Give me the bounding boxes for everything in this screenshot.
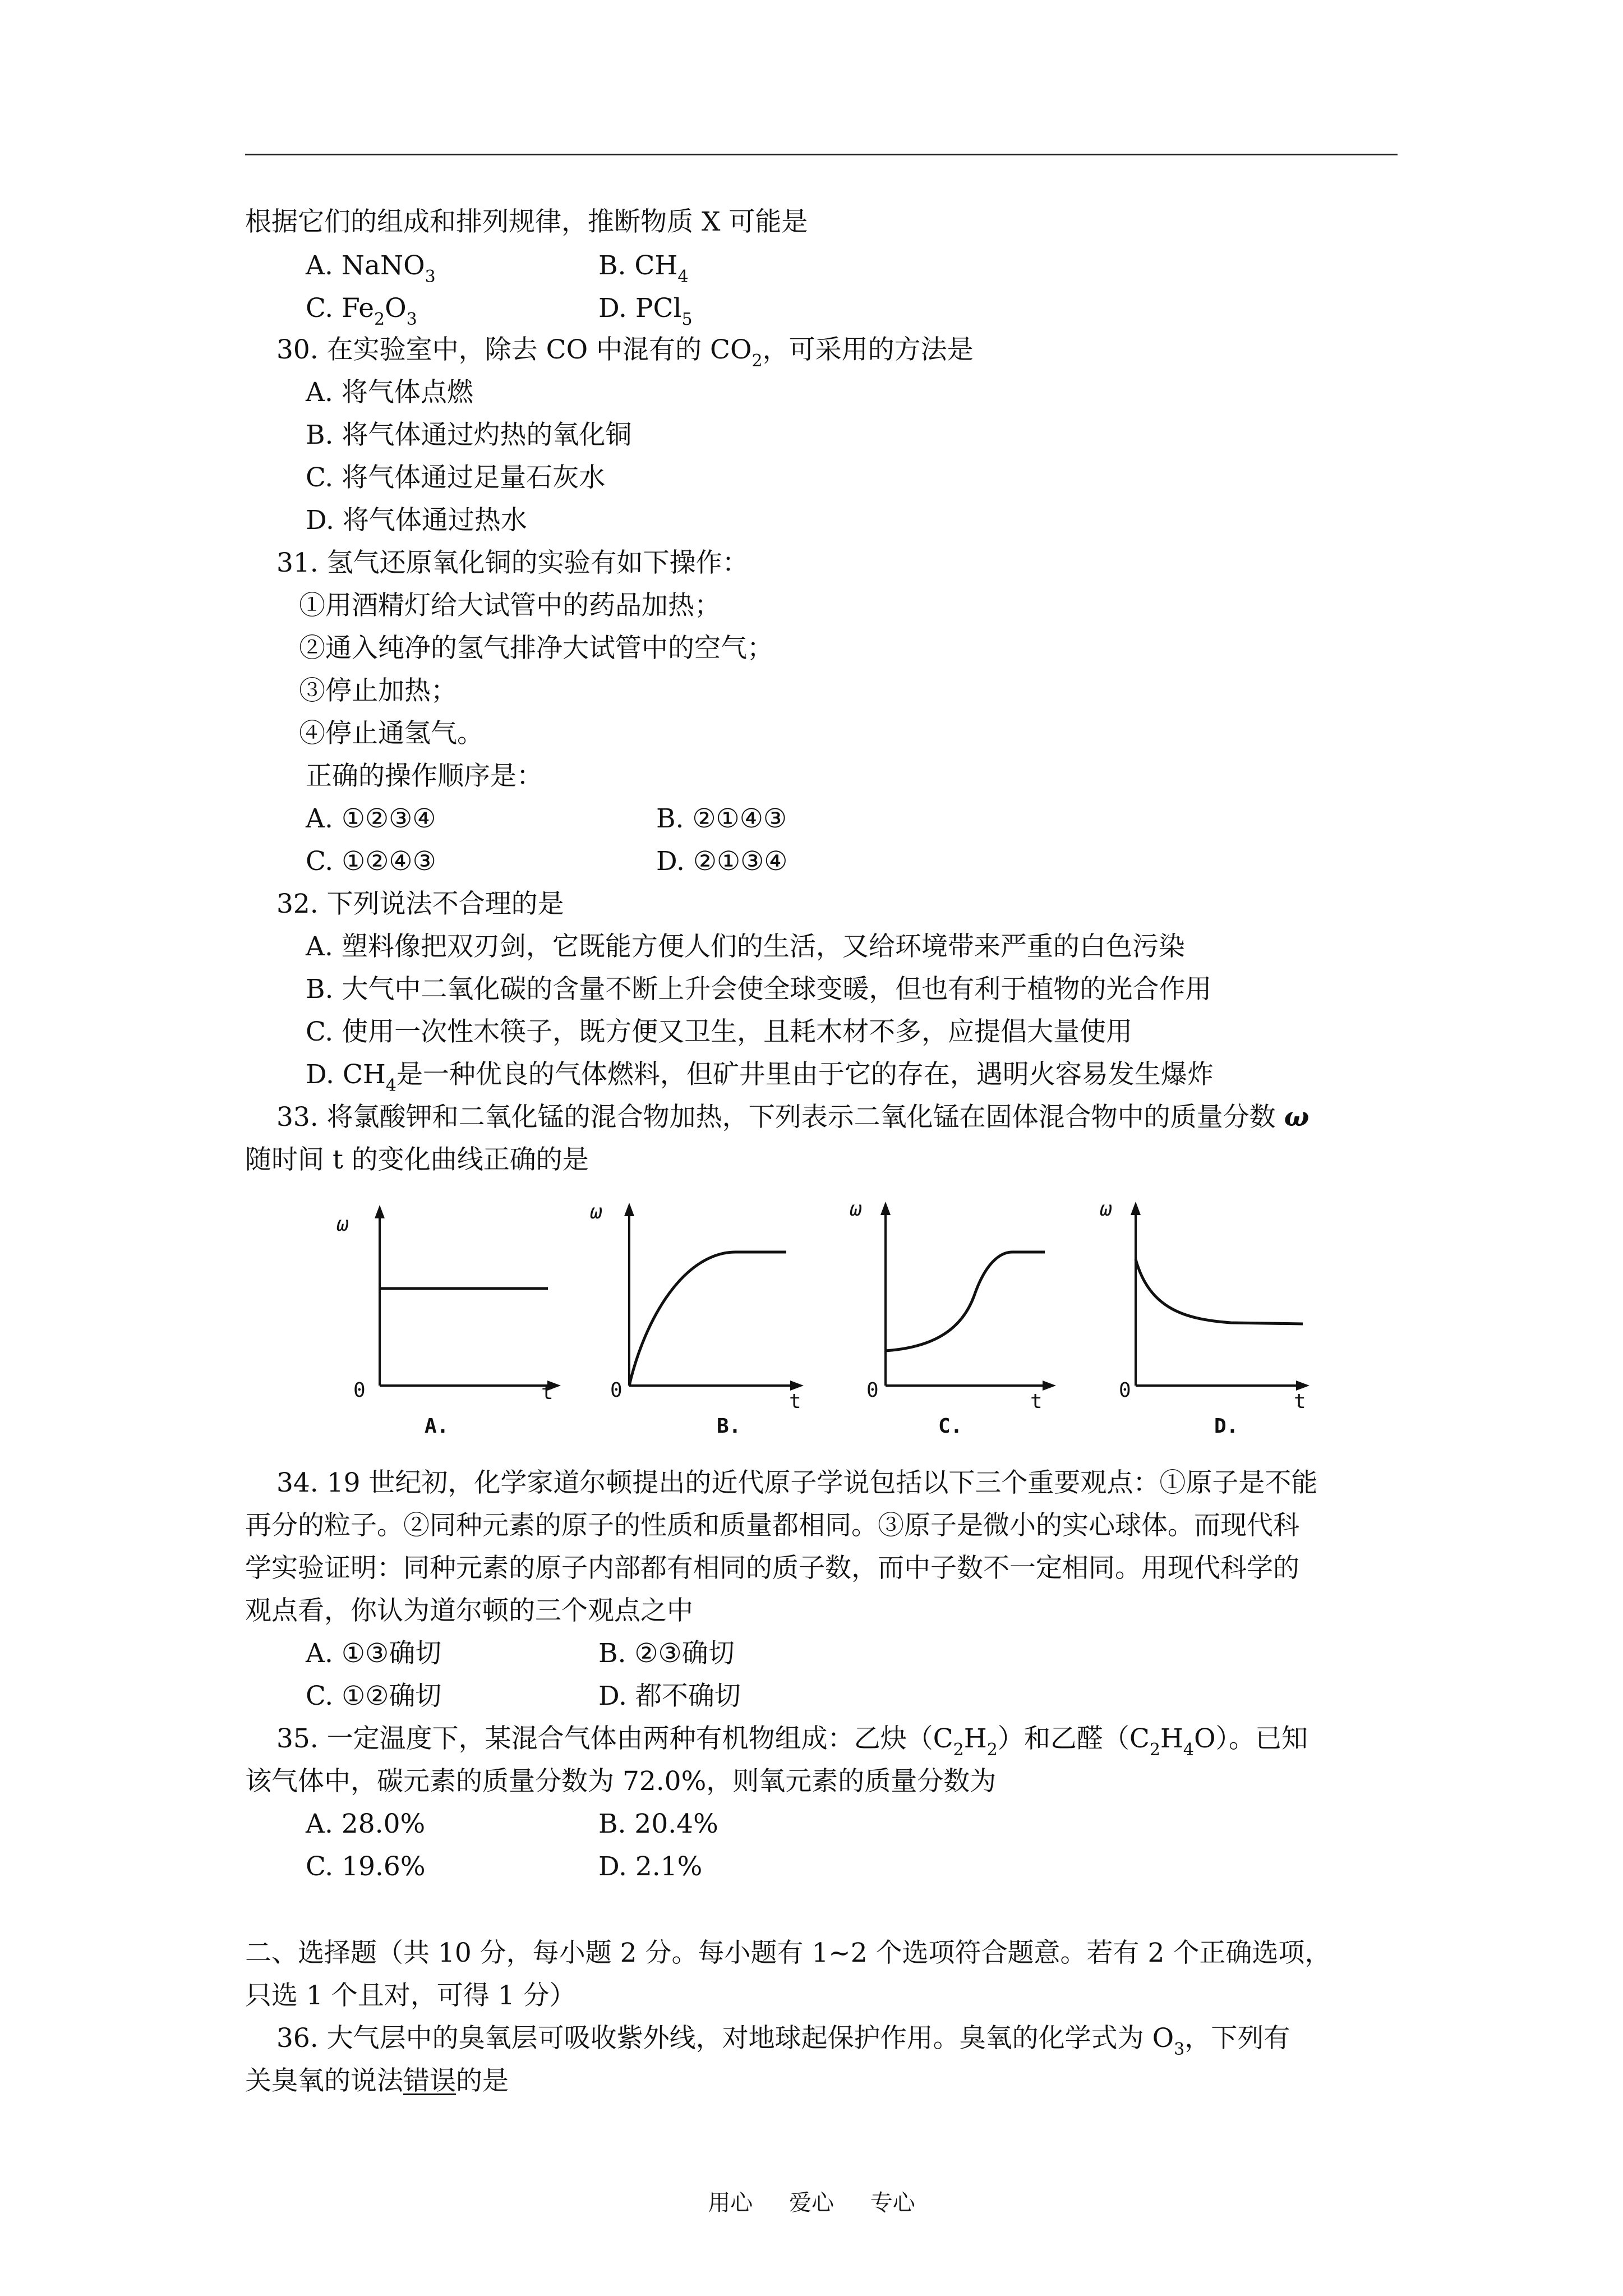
graph-c-origin: 0 xyxy=(866,1379,879,1402)
footer-word-3: 专心 xyxy=(870,2190,915,2216)
q30-option-d: D. 将气体通过热水 xyxy=(306,505,527,536)
section2-heading-line2: 只选 1 个且对，可得 1 分） xyxy=(245,1980,576,2011)
q31-step-3: ③停止加热； xyxy=(299,675,457,706)
q32-option-c: C. 使用一次性木筷子，既方便又卫生，且耗木材不多，应提倡大量使用 xyxy=(306,1016,1133,1047)
graph-b-origin: 0 xyxy=(610,1379,623,1402)
q30-option-a: A. 将气体点燃 xyxy=(306,377,473,408)
graph-a-origin: 0 xyxy=(353,1379,366,1402)
q35-option-d: D. 2.1% xyxy=(598,1851,703,1882)
q35-option-b: B. 20.4% xyxy=(598,1809,718,1839)
q35-option-c: C. 19.6% xyxy=(306,1851,426,1882)
q36-stem-line2: 关臭氧的说法错误的是 xyxy=(245,2065,509,2096)
q30-stem: 30. 在实验室中，除去 CO 中混有的 $CO_2$，可采用的方法是 xyxy=(276,334,974,371)
q34-line-1: 34. 19 世纪初，化学家道尔顿提出的近代原子学说包括以下三个重要观点：①原子是不能 xyxy=(276,1467,1318,1498)
graph-d-origin: 0 xyxy=(1119,1379,1131,1402)
q31-option-d: D. ②①③④ xyxy=(656,846,788,877)
q35-stem-line1: 35. 一定温度下，某混合气体由两种有机物组成：乙炔$(C_2H_2)$和乙醛$(C_2H_4O)$。已知 xyxy=(276,1723,1308,1760)
q31-option-c: C. ①②④③ xyxy=(306,846,436,877)
graph-a-y-label: ω xyxy=(336,1213,349,1236)
q29-option-d: D. PCl$_5$ xyxy=(598,293,693,329)
q29-option-a: A. NaNO$_3$ xyxy=(306,250,436,287)
q35-option-a: A. 28.0% xyxy=(306,1809,426,1839)
q29-option-b: B. $CH_4$ xyxy=(598,250,689,287)
q31-step-1: ①用酒精灯给大试管中的药品加热； xyxy=(299,590,721,621)
footer-word-2: 爱心 xyxy=(789,2190,834,2216)
q30-option-c: C. 将气体通过足量石灰水 xyxy=(306,462,606,493)
q35-stem-line2: 该气体中，碳元素的质量分数为 72.0%，则氧元素的质量分数为 xyxy=(245,1766,997,1797)
graph-b-y-label: ω xyxy=(590,1200,602,1223)
q36-stem-line1: 36. 大气层中的臭氧层可吸收紫外线，对地球起保护作用。臭氧的化学式为 $O_3$，下列有 xyxy=(276,2023,1290,2059)
graph-a-option: A. xyxy=(425,1415,449,1438)
q31-option-a: A. ①②③④ xyxy=(306,803,436,834)
graph-d-y-label: ω xyxy=(1100,1198,1112,1221)
graph-c-option: C. xyxy=(938,1415,963,1438)
graph-a-x-label: t xyxy=(541,1381,554,1404)
graph-a xyxy=(334,1200,558,1442)
graph-d-x-label: t xyxy=(1294,1390,1306,1413)
section2-heading-line1: 二、选择题（共 10 分，每小题 2 分。每小题有 1~2 个选项符合题意。若有 2 个正确选项， xyxy=(245,1938,1331,1968)
q31-stem: 31. 氢气还原氧化铜的实验有如下操作： xyxy=(276,547,749,578)
graph-c-x-label: t xyxy=(1030,1390,1043,1413)
graph-b xyxy=(589,1200,813,1442)
q34-option-c: C. ①②确切 xyxy=(306,1681,442,1711)
graph-b-svg xyxy=(589,1200,813,1442)
q34-line-3: 学实验证明：同种元素的原子内部都有相同的质子数，而中子数不一定相同。用现代科学的 xyxy=(245,1553,1299,1584)
q31-step-4: ④停止通氢气。 xyxy=(299,718,483,749)
graph-d xyxy=(1096,1189,1321,1438)
graph-a-svg xyxy=(334,1200,558,1442)
q33-stem-line2: 随时间 t 的变化曲线正确的是 xyxy=(245,1144,589,1175)
q31-prompt: 正确的操作顺序是： xyxy=(306,761,543,792)
graph-d-curve xyxy=(1136,1259,1303,1324)
q32-option-d: D. $CH_4$是一种优良的气体燃料，但矿井里由于它的存在，遇明火容易发生爆炸 xyxy=(306,1059,1214,1096)
q29-option-c: C. $Fe_2O_3$ xyxy=(306,293,417,329)
q31-option-b: B. ②①④③ xyxy=(656,803,787,834)
q34-line-4: 观点看，你认为道尔顿的三个观点之中 xyxy=(245,1595,693,1626)
page-footer xyxy=(0,2185,1623,2217)
q32-option-a: A. 塑料像把双刃剑，它既能方便人们的生活，又给环境带来严重的白色污染 xyxy=(306,931,1185,962)
q33-stem-line1: 33. 将氯酸钾和二氧化锰的混合物加热，下列表示二氧化锰在固体混合物中的质量分数 ω xyxy=(276,1102,1310,1133)
graph-c xyxy=(844,1189,1068,1438)
graph-c-curve xyxy=(886,1252,1045,1351)
q36-underlined-word: 错误 xyxy=(403,2065,456,2096)
q31-step-2: ②通入纯净的氢气排净大试管中的空气； xyxy=(299,633,773,664)
graph-c-y-label: ω xyxy=(850,1198,862,1221)
q30-option-b: B. 将气体通过灼热的氧化铜 xyxy=(306,420,632,450)
q34-option-b: B. ②③确切 xyxy=(598,1638,735,1669)
footer-word-1: 用心 xyxy=(708,2190,753,2216)
q34-option-a: A. ①③确切 xyxy=(306,1638,442,1669)
q32-stem: 32. 下列说法不合理的是 xyxy=(276,889,564,919)
graph-d-option: D. xyxy=(1214,1415,1239,1438)
graph-b-curve xyxy=(629,1252,786,1386)
graph-b-x-label: t xyxy=(789,1390,801,1413)
graph-b-option: B. xyxy=(717,1415,741,1438)
q34-line-2: 再分的粒子。②同种元素的原子的性质和质量都相同。③原子是微小的实心球体。而现代科 xyxy=(245,1510,1299,1541)
header-rule xyxy=(245,154,1398,155)
q32-option-b: B. 大气中二氧化碳的含量不断上升会使全球变暖，但也有利于植物的光合作用 xyxy=(306,974,1212,1005)
intro-text: 根据它们的组成和排列规律，推断物质 X 可能是 xyxy=(245,206,808,237)
q34-option-d: D. 都不确切 xyxy=(598,1681,741,1711)
